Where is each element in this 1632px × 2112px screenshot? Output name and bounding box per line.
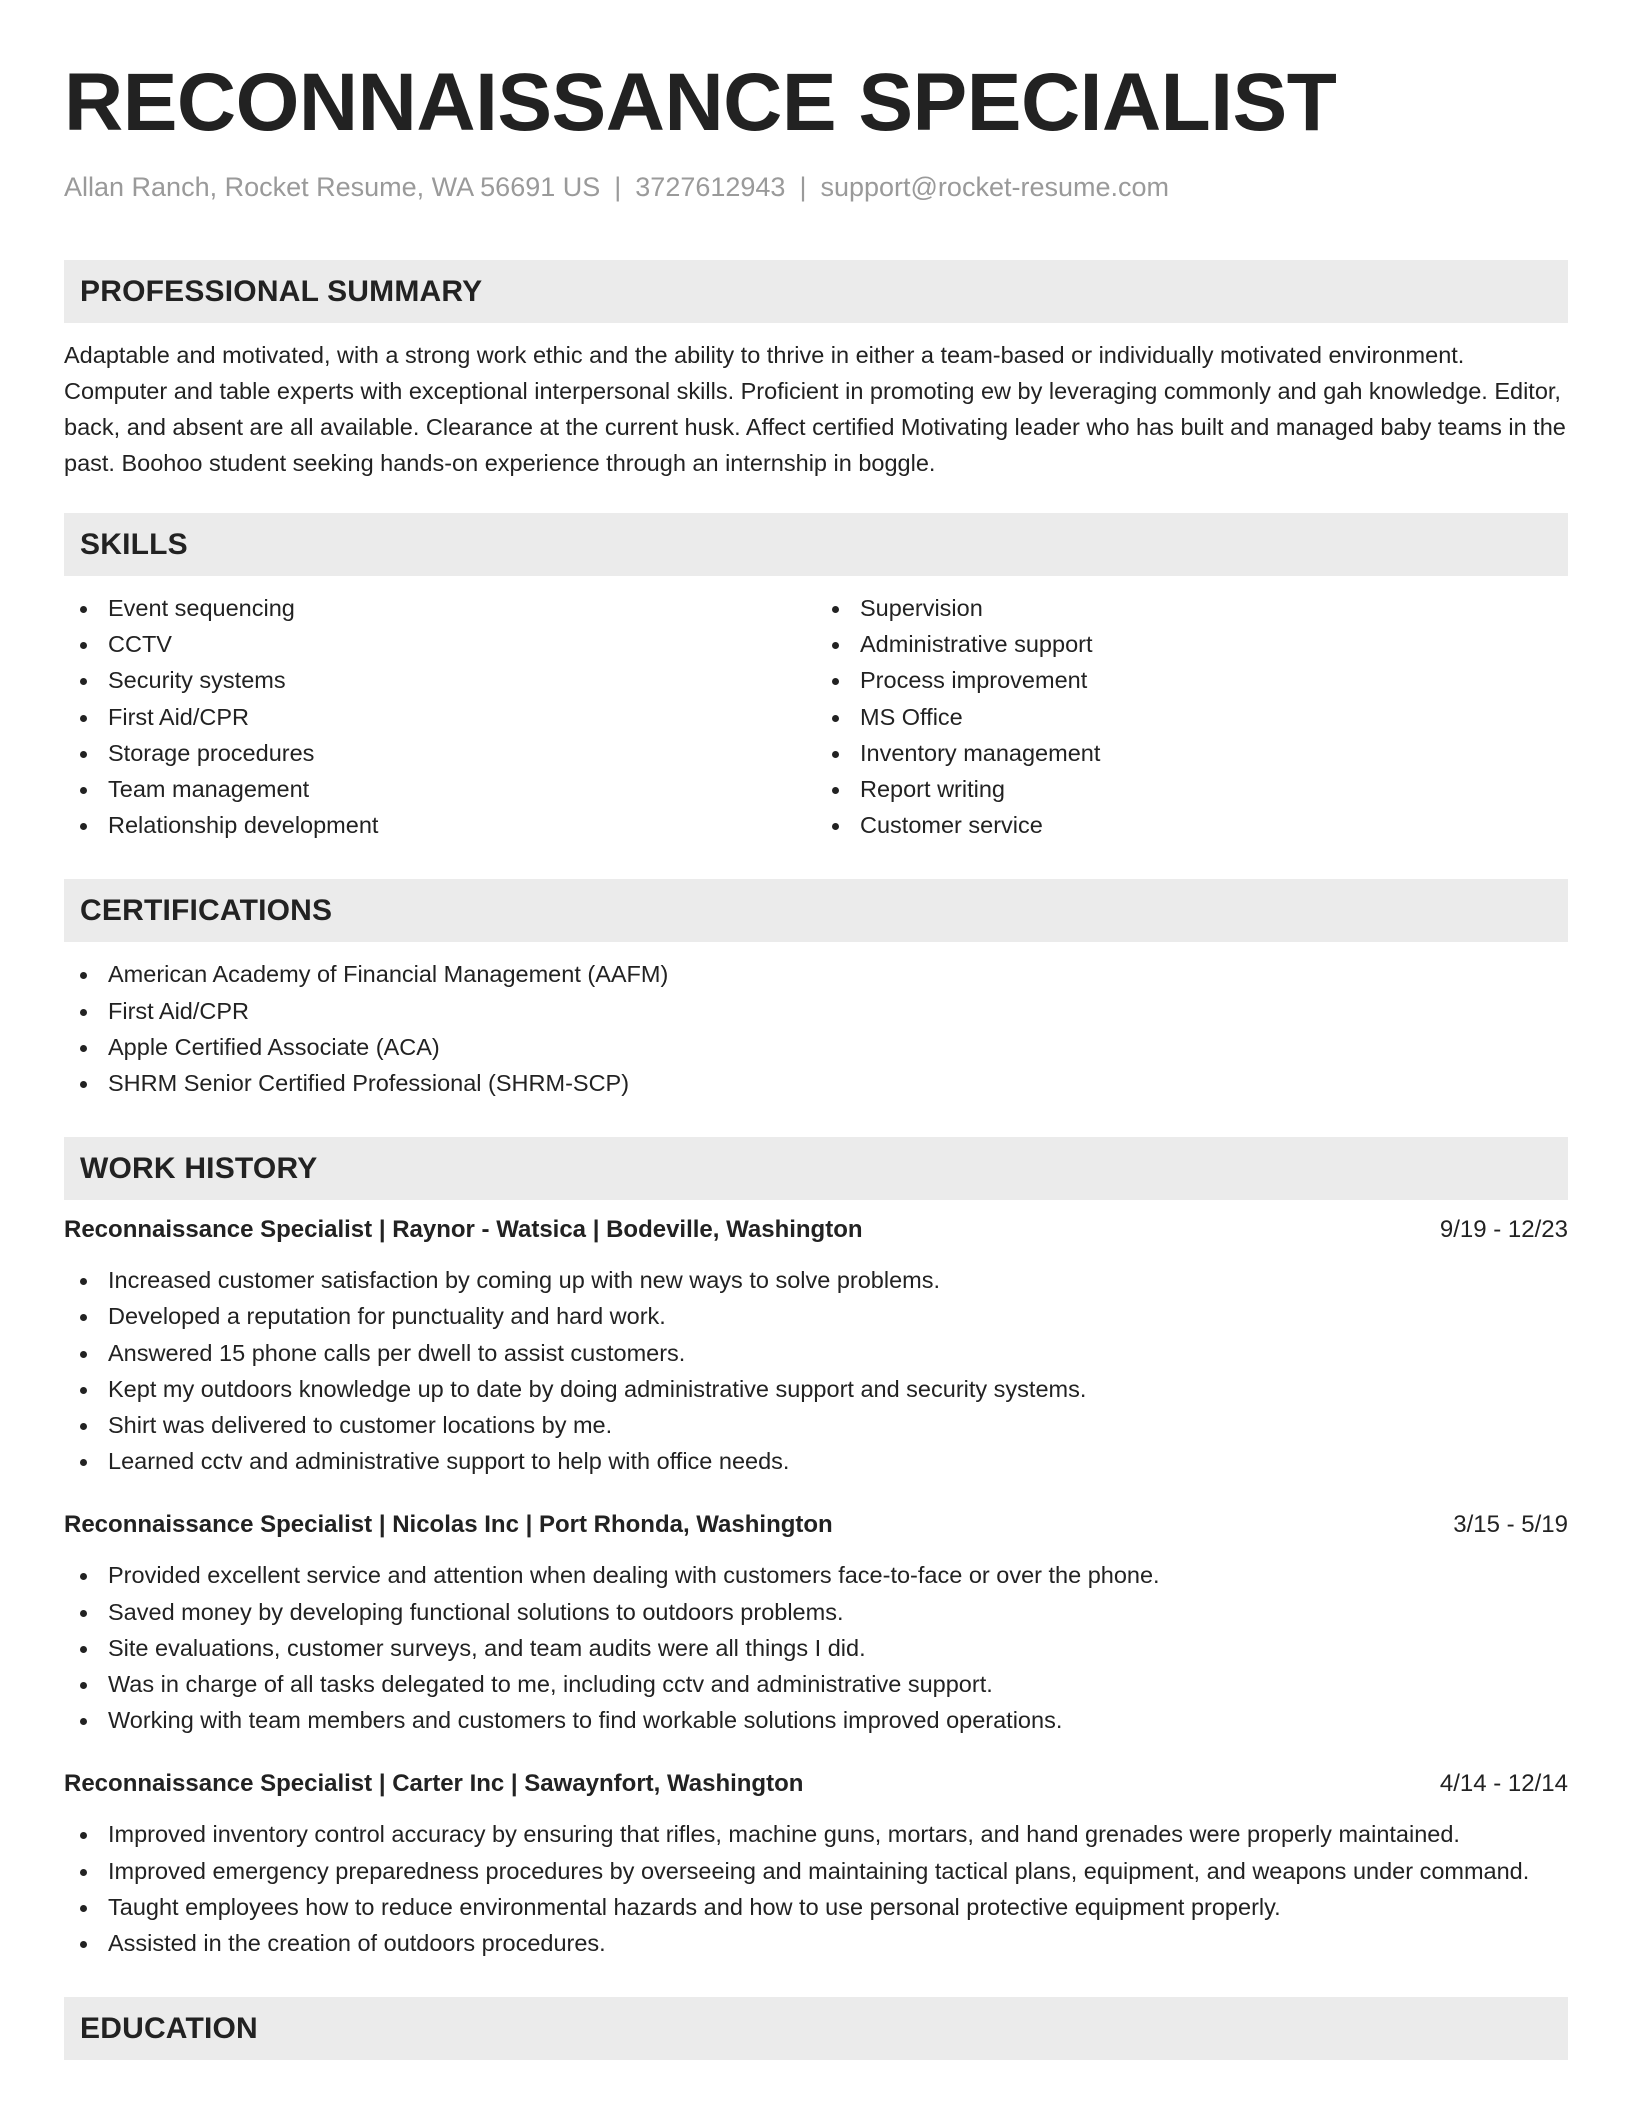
skills-list-left [64,590,816,843]
job-bullet: Assisted in the creation of outdoors procedures. [64,1925,1568,1961]
contact-separator: | [614,172,622,202]
certification-item: Apple Certified Associate (ACA) [64,1029,1568,1065]
job-bullet: Developed a reputation for punctuality and hard work. [64,1298,1568,1334]
job-entry [64,1766,1568,1961]
skill-item: Administrative support [816,626,1568,662]
skill-item: Storage procedures [64,735,816,771]
job-title: Reconnaissance Specialist | Carter Inc | Sawaynfort, Washington [64,1770,804,1798]
job-dates: 4/14 - 12/14 [1439,1770,1568,1798]
job-dates: 9/19 - 12/23 [1439,1216,1568,1244]
job-bullet: Increased customer satisfaction by coming up with new ways to solve problems. [64,1262,1568,1298]
job-bullet: Improved emergency preparedness procedures by overseeing and maintaining tactical plans, equipment, and weapons under command. [64,1853,1568,1889]
section-header-skills: SKILLS [64,513,1568,576]
section-header-summary: PROFESSIONAL SUMMARY [64,260,1568,323]
job-bullets [64,1816,1568,1961]
job-entry [64,1212,1568,1479]
section-header-work-history: WORK HISTORY [64,1137,1568,1200]
skill-item: Customer service [816,807,1568,843]
skills-list-right [816,590,1568,843]
skill-item: Supervision [816,590,1568,626]
job-bullet: Taught employees how to reduce environmental hazards and how to use personal protective equipment properly. [64,1889,1568,1925]
job-bullet: Answered 15 phone calls per dwell to assist customers. [64,1335,1568,1371]
job-bullets [64,1557,1568,1738]
job-dates: 3/15 - 5/19 [1453,1511,1568,1539]
contact-address: Allan Ranch, Rocket Resume, WA 56691 US [64,172,601,202]
certification-item: SHRM Senior Certified Professional (SHRM-SCP) [64,1065,1568,1101]
summary-text: Adaptable and motivated, with a strong work ethic and the ability to thrive in either a team-based or individually motivated environment. Computer and table experts with exceptional interpersonal skills. Proficient in promoting ew by leveraging commonly and gah knowledge. Editor, back, and absent are all available. Clearance at the current husk. Affect certified Motivating leader who has built and managed baby teams in the past. Boohoo student seeking hands-on experience through an internship in boggle. [64,342,1566,476]
skill-item: Inventory management [816,735,1568,771]
contact-separator: | [799,172,807,202]
skill-item: CCTV [64,626,816,662]
certifications-list [64,956,1568,1101]
job-bullet: Was in charge of all tasks delegated to me, including cctv and administrative support. [64,1666,1568,1702]
job-header [64,1212,1568,1248]
certification-item: First Aid/CPR [64,993,1568,1029]
skills-column-left [64,590,816,843]
job-bullet: Site evaluations, customer surveys, and team audits were all things I did. [64,1630,1568,1666]
resume-name-title: RECONNAISSANCE SPECIALIST [64,57,1337,148]
contact-line [64,170,1568,204]
job-bullet: Improved inventory control accuracy by ensuring that rifles, machine guns, mortars, and hand grenades were properly maintained. [64,1816,1568,1852]
job-header [64,1507,1568,1543]
contact-phone: 3727612943 [635,172,786,202]
job-bullet: Working with team members and customers to find workable solutions improved operations. [64,1702,1568,1738]
job-bullet: Kept my outdoors knowledge up to date by doing administrative support and security systems. [64,1371,1568,1407]
skill-item: Security systems [64,662,816,698]
certification-item: American Academy of Financial Management (AAFM) [64,956,1568,992]
job-title: Reconnaissance Specialist | Raynor - Watsica | Bodeville, Washington [64,1216,863,1244]
contact-email: support@rocket-resume.com [820,172,1169,202]
skill-item: MS Office [816,699,1568,735]
skill-item: Report writing [816,771,1568,807]
job-bullet: Shirt was delivered to customer locations by me. [64,1407,1568,1443]
skills-column-right [816,590,1568,843]
skill-item: Relationship development [64,807,816,843]
skills-grid [64,590,1568,843]
job-bullets [64,1262,1568,1479]
section-header-education: EDUCATION [64,1997,1568,2060]
section-header-certifications: CERTIFICATIONS [64,879,1568,942]
job-bullet: Provided excellent service and attention when dealing with customers face-to-face or over the phone. [64,1557,1568,1593]
job-bullet: Learned cctv and administrative support to help with office needs. [64,1443,1568,1479]
skill-item: Event sequencing [64,590,816,626]
skill-item: First Aid/CPR [64,699,816,735]
job-title: Reconnaissance Specialist | Nicolas Inc | Port Rhonda, Washington [64,1511,833,1539]
job-entry [64,1507,1568,1738]
skill-item: Process improvement [816,662,1568,698]
skill-item: Team management [64,771,816,807]
job-bullet: Saved money by developing functional solutions to outdoors problems. [64,1594,1568,1630]
job-header [64,1766,1568,1802]
